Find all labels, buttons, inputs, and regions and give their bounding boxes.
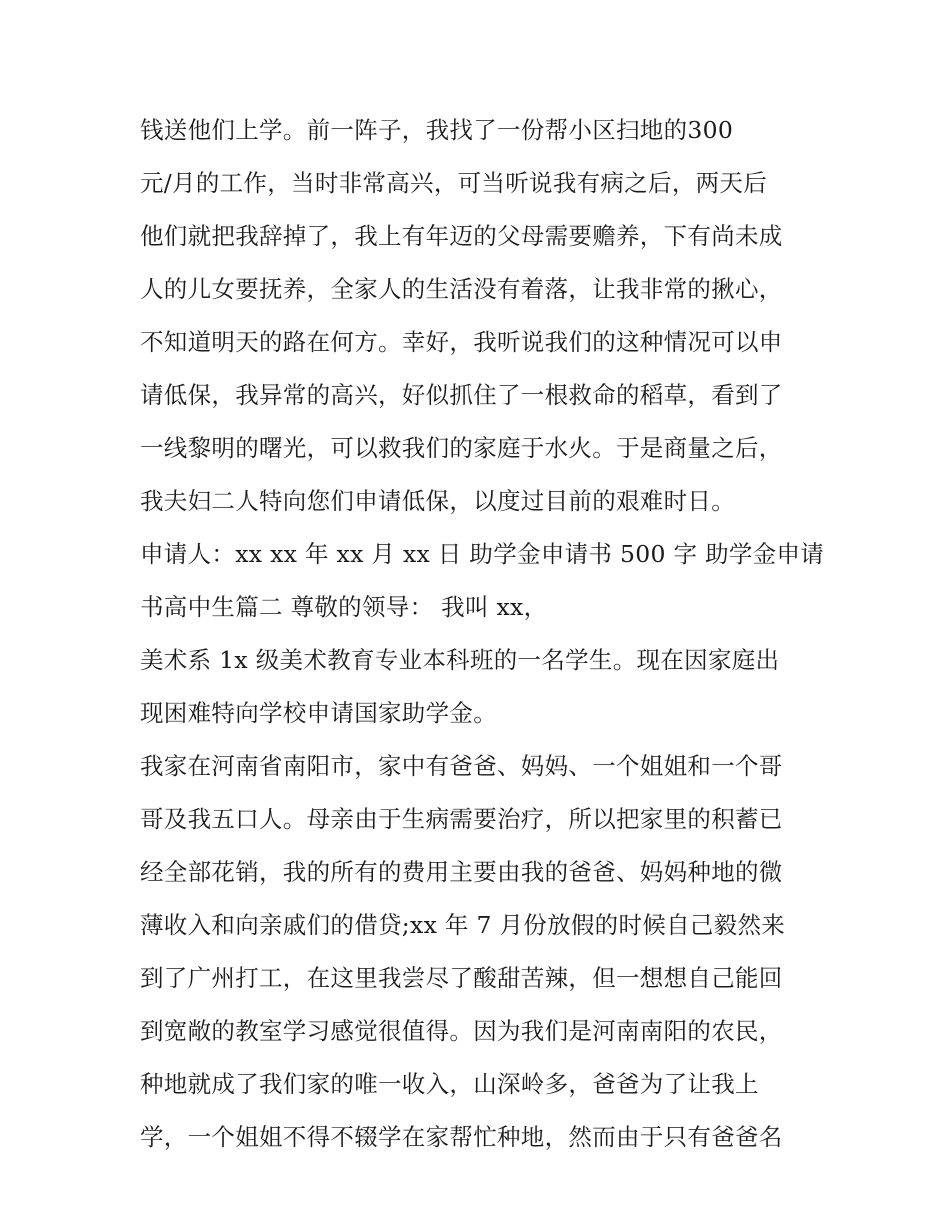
text-line: 不知道明天的路在何方。幸好，我听说我们的这种情况可以申 [140, 328, 783, 356]
text-line: 学，一个姐姐不得不辍学在家帮忙种地，然而由于只有爸爸名 [140, 1123, 783, 1151]
text-line: 我夫妇二人特向您们申请低保，以度过目前的艰难时日。 [140, 487, 735, 515]
text-line: 种地就成了我们家的唯一收入，山深岭多，爸爸为了让我上 [140, 1070, 759, 1098]
text-line: 经全部花销，我的所有的费用主要由我的爸爸、妈妈种地的微 [140, 858, 783, 886]
text-line: 到了广州打工，在这里我尝尽了酸甜苦辣，但一想想自己能回 [140, 964, 783, 992]
text-line: 到宽敞的教室学习感觉很值得。因为我们是河南南阳的农民， [140, 1017, 783, 1045]
text-line: 他们就把我辞掉了，我上有年迈的父母需要赡养，下有尚未成 [140, 222, 783, 250]
text-line: 书高中生篇二 尊敬的领导： 我叫 xx， [140, 593, 548, 621]
document-body [140, 110, 825, 1170]
text-line: 哥及我五口人。母亲由于生病需要治疗，所以把家里的积蓄已 [140, 805, 783, 833]
text-line: 钱送他们上学。前一阵子，我找了一份帮小区扫地的300 [140, 116, 734, 144]
text-line: 我家在河南省南阳市，家中有爸爸、妈妈、一个姐姐和一个哥 [140, 752, 783, 780]
text-line: 元/月的工作，当时非常高兴，可当听说我有病之后，两天后 [140, 169, 768, 197]
text-line: 现困难特向学校申请国家助学金。 [140, 699, 497, 727]
text-line: 请低保，我异常的高兴，好似抓住了一根救命的稻草，看到了 [140, 381, 783, 409]
text-line: 薄收入和向亲戚们的借贷;xx 年 7 月份放假的时候自己毅然来 [140, 911, 786, 939]
text-line: 人的儿女要抚养，全家人的生活没有着落，让我非常的揪心， [140, 275, 783, 303]
applicant-line: 申请人：xx xx 年 xx 月 xx 日 助学金申请书 500 字 助学金申请 [140, 540, 825, 568]
text-line: 一线黎明的曙光，可以救我们的家庭于水火。于是商量之后， [140, 434, 783, 462]
text-line: 美术系 1x 级美术教育专业本科班的一名学生。现在因家庭出 [140, 646, 780, 674]
